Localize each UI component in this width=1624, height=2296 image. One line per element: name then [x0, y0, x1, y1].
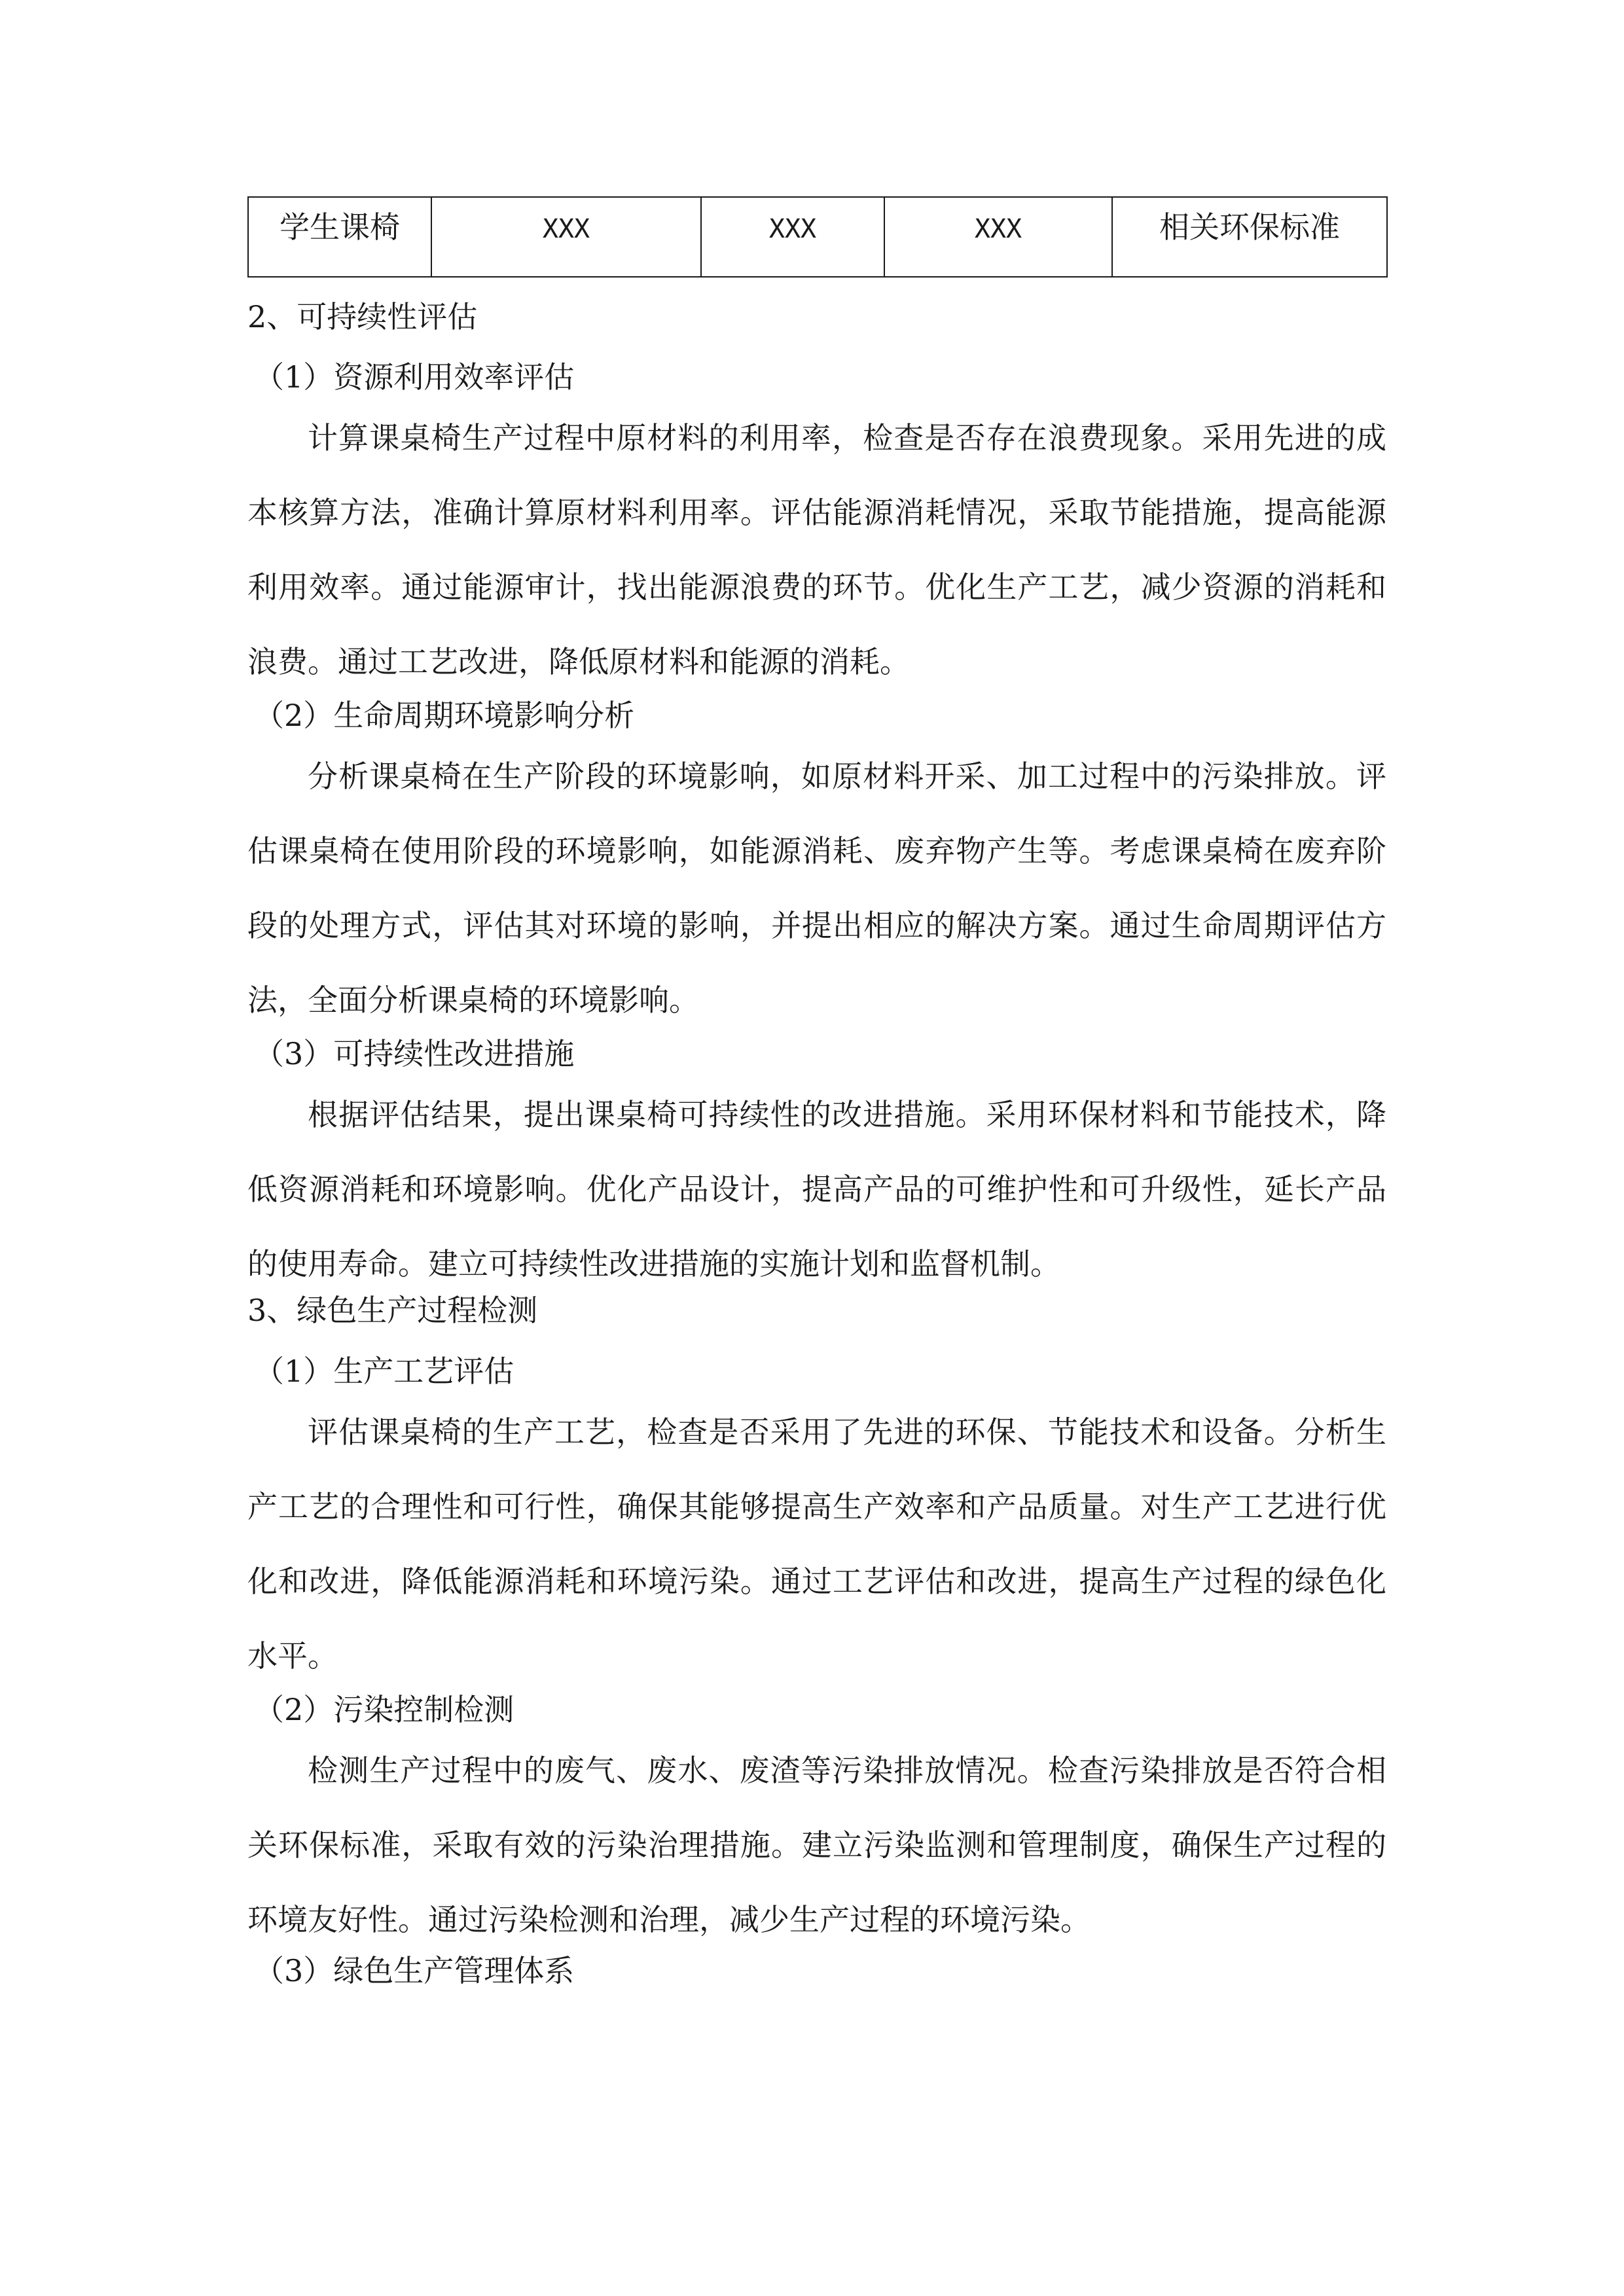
subsection-3-2-body: 检测生产过程中的废气、废水、废渣等污染排放情况。检查污染排放是否符合相关环保标准，采取有效的污染治理措施。建立污染监测和管理制度，确保生产过程的环境友好性。通过污染检测和治理，减少生产过程的环境污染。 — [247, 1753, 1386, 1937]
table-cell-product: 学生课椅 — [248, 197, 431, 277]
table-cell-standard: 相关环保标准 — [1112, 197, 1387, 277]
table-cell-value: XXX — [431, 197, 701, 277]
subsection-3-3-title: （3）绿色生产管理体系 — [254, 1953, 575, 1988]
section-2-heading: 2、可持续性评估 — [247, 299, 478, 334]
section-3-heading: 3、绿色生产过程检测 — [247, 1293, 538, 1328]
subsection-2-1-title: （1）资源利用效率评估 — [254, 359, 575, 395]
standards-table — [247, 196, 1388, 278]
table-cell-value: XXX — [701, 197, 884, 277]
subsection-2-3-body: 根据评估结果，提出课桌椅可持续性的改进措施。采用环保材料和节能技术，降低资源消耗和环境影响。优化产品设计，提高产品的可维护性和可升级性，延长产品的使用寿命。建立可持续性改进措施的实施计划和监督机制。 — [247, 1097, 1386, 1282]
subsection-2-1-body: 计算课桌椅生产过程中原材料的利用率，检查是否存在浪费现象。采用先进的成本核算方法，准确计算原材料利用率。评估能源消耗情况，采取节能措施，提高能源利用效率。通过能源审计，找出能源浪费的环节。优化生产工艺，减少资源的消耗和浪费。通过工艺改进，降低原材料和能源的消耗。 — [247, 420, 1386, 679]
subsection-3-2-title: （2）污染控制检测 — [254, 1692, 514, 1727]
subsection-2-2-body: 分析课桌椅在生产阶段的环境影响，如原材料开采、加工过程中的污染排放。评估课桌椅在使用阶段的环境影响，如能源消耗、废弃物产生等。考虑课桌椅在废弃阶段的处理方式，评估其对环境的影响，并提出相应的解决方案。通过生命周期评估方法，全面分析课桌椅的环境影响。 — [247, 759, 1386, 1018]
table-cell-value: XXX — [884, 197, 1112, 277]
subsection-3-1-title: （1）生产工艺评估 — [254, 1354, 514, 1389]
subsection-2-3-title: （3）可持续性改进措施 — [254, 1036, 575, 1071]
subsection-3-1-body: 评估课桌椅的生产工艺，检查是否采用了先进的环保、节能技术和设备。分析生产工艺的合理性和可行性，确保其能够提高生产效率和产品质量。对生产工艺进行优化和改进，降低能源消耗和环境污染。通过工艺评估和改进，提高生产过程的绿色化水平。 — [247, 1414, 1386, 1674]
subsection-2-2-title: （2）生命周期环境影响分析 — [254, 698, 635, 733]
table-row — [248, 197, 1387, 277]
